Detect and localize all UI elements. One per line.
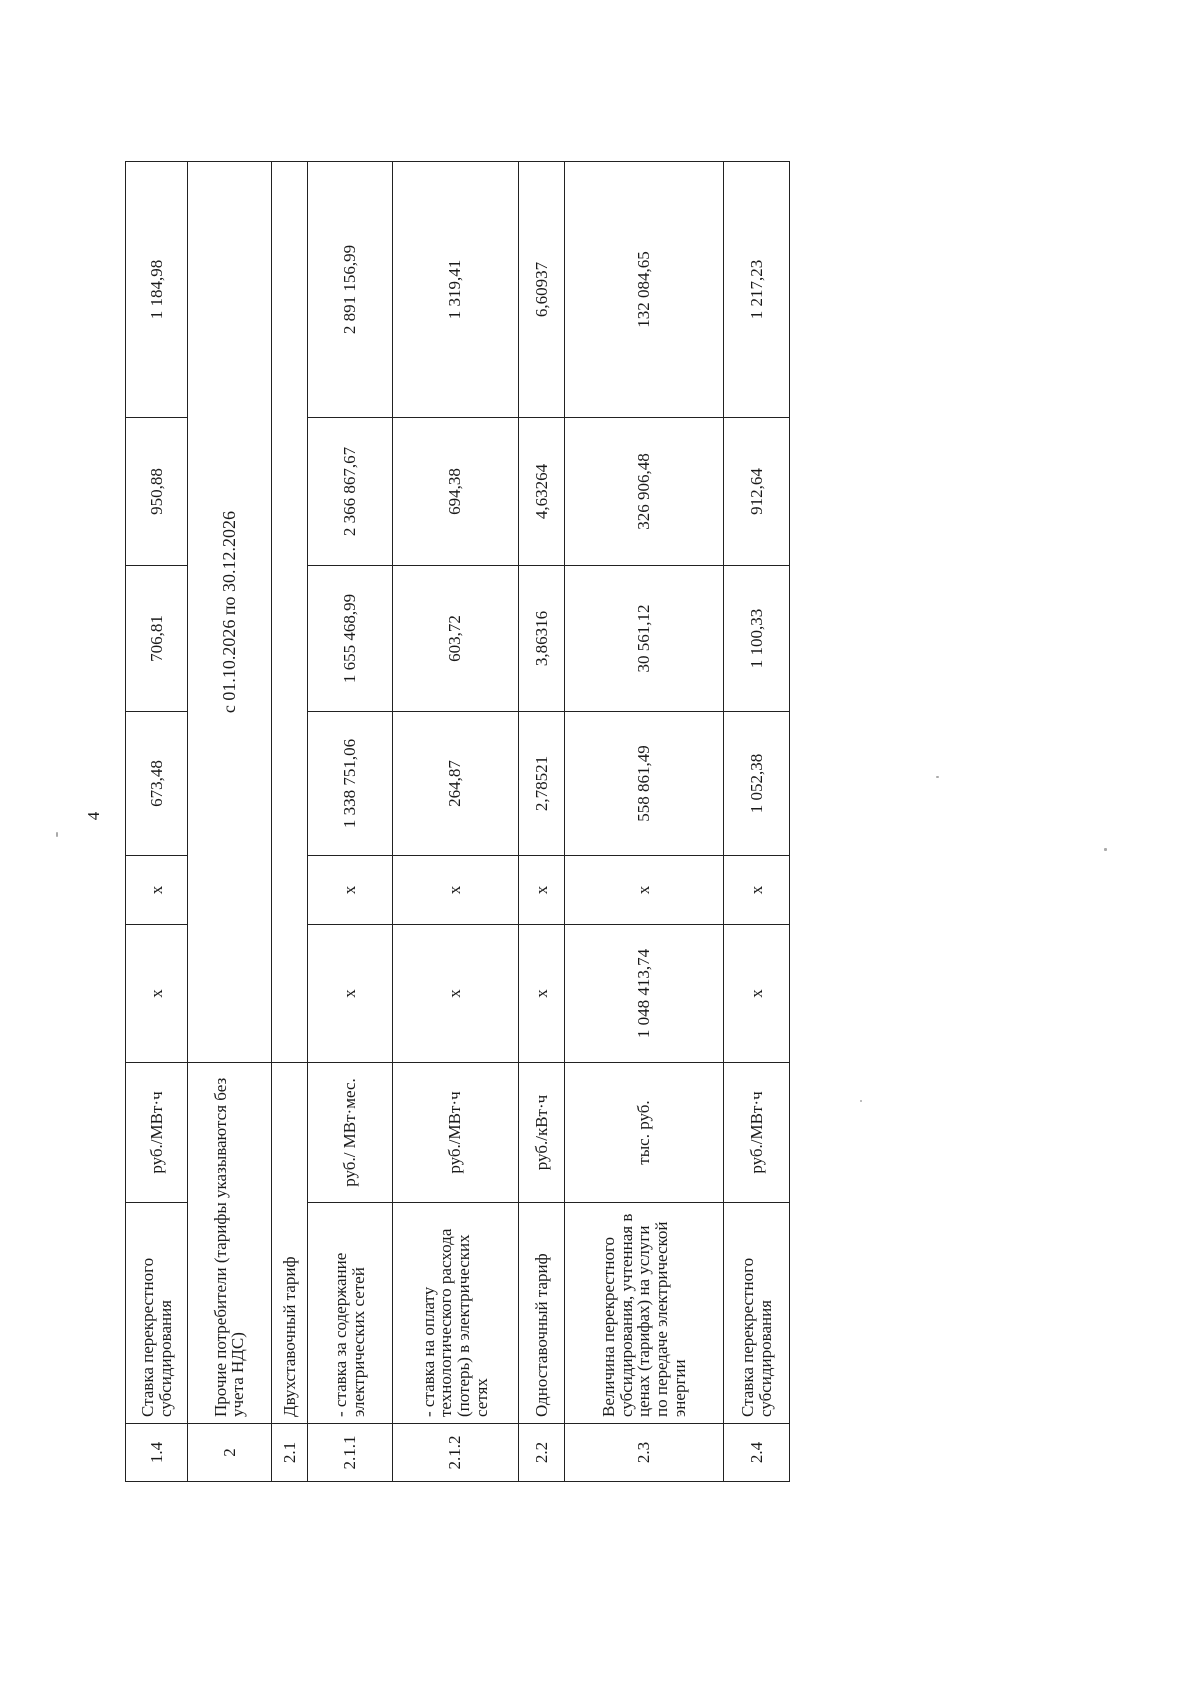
value-cell: х (724, 925, 790, 1063)
value-cell: 264,87 (392, 712, 518, 856)
period-label: с 01.10.2026 по 30.12.2026 (188, 162, 271, 1063)
value-cell: 4,63264 (518, 418, 565, 566)
row-unit: руб./ МВт·мес. (308, 1063, 393, 1203)
row-unit: руб./МВт·ч (126, 1063, 188, 1203)
value-cell: 673,48 (126, 712, 188, 856)
value-cell: 1 655 468,99 (308, 566, 393, 712)
value-cell: 706,81 (126, 566, 188, 712)
value-cell: 132 084,65 (565, 162, 724, 418)
row-name: Ставка перекрестного субсидирования (126, 1203, 188, 1424)
value-cell: 950,88 (126, 418, 188, 566)
scan-speck (56, 832, 58, 837)
value-cell: х (565, 856, 724, 925)
table-row (188, 162, 271, 1482)
value-cell: 1 100,33 (724, 566, 790, 712)
table-row (126, 162, 188, 1482)
value-cell: х (126, 925, 188, 1063)
value-cell: 1 319,41 (392, 162, 518, 418)
row-unit: руб./МВт·ч (392, 1063, 518, 1203)
table-row (565, 162, 724, 1482)
row-number: 2.1.1 (308, 1424, 393, 1482)
table-row (392, 162, 518, 1482)
table-row (271, 162, 308, 1482)
row-number: 2.3 (565, 1424, 724, 1482)
table-row (724, 162, 790, 1482)
row-name: - ставка за содержание электрических сетей (308, 1203, 393, 1424)
row-unit: руб./МВт·ч (724, 1063, 790, 1203)
value-cell: 3,86316 (518, 566, 565, 712)
value-cell: 2 891 156,99 (308, 162, 393, 418)
value-cell: х (308, 856, 393, 925)
table-row (308, 162, 393, 1482)
value-cell: 1 184,98 (126, 162, 188, 418)
page-number: 4 (84, 811, 103, 821)
value-cell: 2 366 867,67 (308, 418, 393, 566)
value-cell: 1 217,23 (724, 162, 790, 418)
value-cell: 603,72 (392, 566, 518, 712)
row-number: 2.4 (724, 1424, 790, 1482)
row-unit: руб./кВт·ч (518, 1063, 565, 1203)
value-cell: х (392, 856, 518, 925)
row-number: 2 (188, 1424, 271, 1482)
row-name: Ставка перекрестного субсидирования (724, 1203, 790, 1424)
row-name: Величина перекрестного субсидирования, учтенная в ценах (тарифах) на услуги по передаче электрической энергии (565, 1203, 724, 1424)
value-cell: 2,78521 (518, 712, 565, 856)
value-cell: х (392, 925, 518, 1063)
row-unit: тыс. руб. (565, 1063, 724, 1203)
value-cell: 6,60937 (518, 162, 565, 418)
table-row (518, 162, 565, 1482)
value-cell: х (126, 856, 188, 925)
value-cell: 912,64 (724, 418, 790, 566)
rotated-table-wrapper (125, 162, 790, 1482)
value-cell: х (724, 856, 790, 925)
row-number: 1.4 (126, 1424, 188, 1482)
value-cell: 1 338 751,06 (308, 712, 393, 856)
row-name: Одноставочный тариф (518, 1203, 565, 1424)
value-cell: 694,38 (392, 418, 518, 566)
row-name: - ставка на оплату технологического расхода (потерь) в электрических сетях (392, 1203, 518, 1424)
value-cell: х (518, 925, 565, 1063)
row-number: 2.2 (518, 1424, 565, 1482)
scan-speck (1104, 848, 1107, 851)
empty-cell (271, 162, 308, 1063)
scan-speck (860, 1100, 862, 1102)
value-cell: 558 861,49 (565, 712, 724, 856)
scan-speck (936, 776, 939, 778)
value-cell: х (308, 925, 393, 1063)
value-cell: 326 906,48 (565, 418, 724, 566)
value-cell: 1 048 413,74 (565, 925, 724, 1063)
row-name: Двухставочный тариф (271, 1063, 308, 1424)
row-name: Прочие потребители (тарифы указываются без учета НДС) (188, 1063, 271, 1424)
value-cell: х (518, 856, 565, 925)
row-number: 2.1.2 (392, 1424, 518, 1482)
value-cell: 30 561,12 (565, 566, 724, 712)
value-cell: 1 052,38 (724, 712, 790, 856)
tariff-table (125, 161, 790, 1482)
row-number: 2.1 (271, 1424, 308, 1482)
